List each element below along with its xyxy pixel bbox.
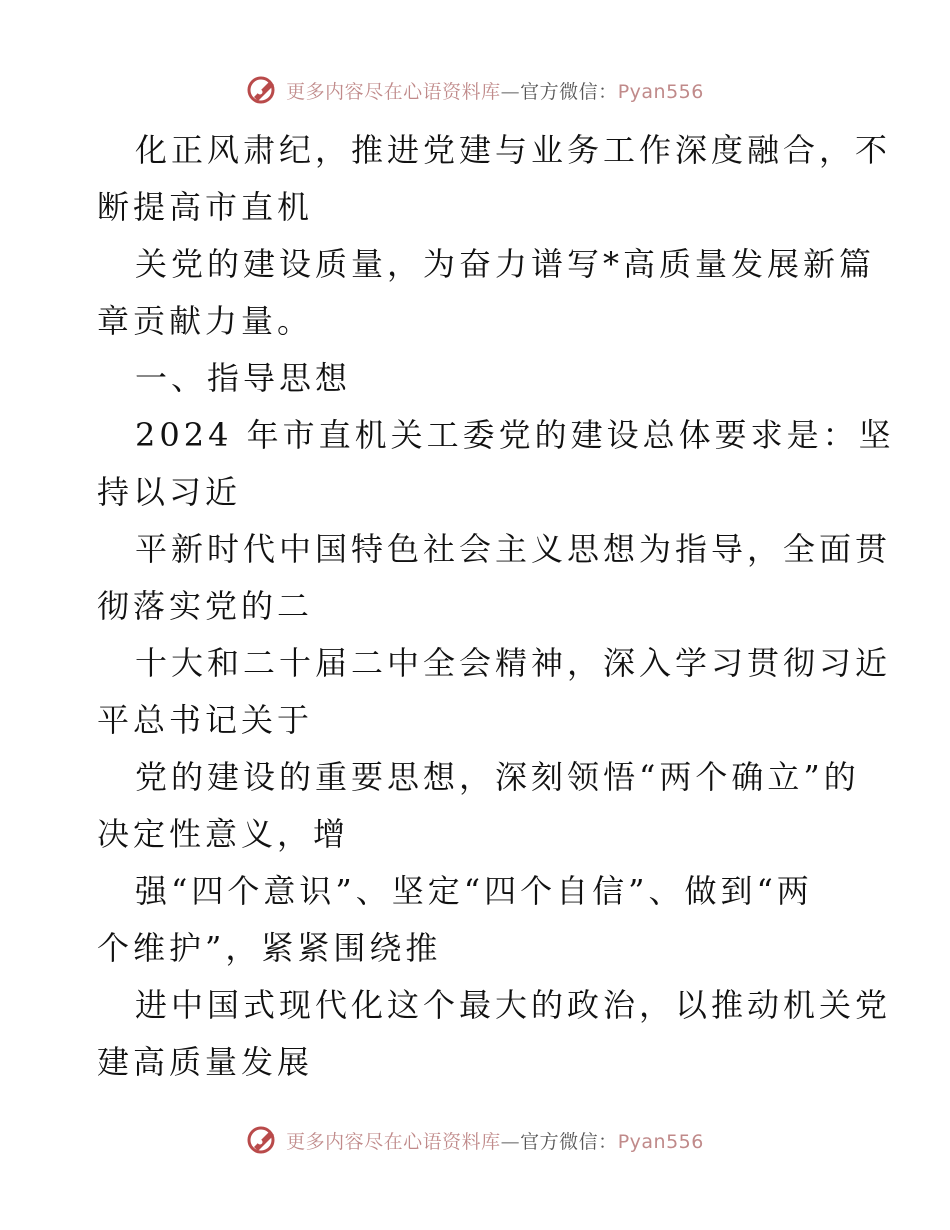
text-line: 关党的建设质量，为奋力谱写*高质量发展新篇 <box>135 245 876 283</box>
text-line: 持以习近 <box>97 473 242 511</box>
pen-nib-icon <box>246 75 280 105</box>
document-body <box>97 122 895 1091</box>
text-line: 个维护”，紧紧围绕推 <box>97 929 442 967</box>
banner-wechat-id: Pyan556 <box>617 1130 704 1153</box>
text-line: 断提高市直机 <box>97 188 314 226</box>
banner-brand: 更多内容尽在心语资料库 <box>286 1130 501 1153</box>
banner-official-label: 官方微信： <box>520 1130 618 1153</box>
text-line: 党的建设的重要思想，深刻领悟“两个确立”的 <box>135 758 860 796</box>
text-line: 化正风肃纪，推进党建与业务工作深度融合，不 <box>135 131 892 169</box>
banner-wechat-id: Pyan556 <box>617 80 704 103</box>
text-line: 章贡献力量。 <box>97 302 314 340</box>
banner-text <box>286 77 704 104</box>
banner-official-label: 官方微信： <box>520 80 618 103</box>
footer-banner <box>0 1122 950 1158</box>
banner-text <box>286 1127 704 1154</box>
text-line: 彻落实党的二 <box>97 587 314 625</box>
banner-brand: 更多内容尽在心语资料库 <box>286 80 501 103</box>
section-heading: 一、指导思想 <box>135 359 352 397</box>
banner-separator: — <box>500 80 521 103</box>
header-banner <box>0 72 950 108</box>
text-line: 平总书记关于 <box>97 701 314 739</box>
text-line: 建高质量发展 <box>97 1043 314 1081</box>
text-line: 2024 年市直机关工委党的建设总体要求是：坚 <box>135 416 895 454</box>
text-line: 强“四个意识”、坚定“四个自信”、做到“两 <box>135 872 813 910</box>
text-line: 十大和二十届二中全会精神，深入学习贯彻习近 <box>135 644 892 682</box>
text-line: 进中国式现代化这个最大的政治，以推动机关党 <box>135 986 892 1024</box>
pen-nib-icon <box>246 1125 280 1155</box>
banner-separator: — <box>500 1130 521 1153</box>
text-line: 决定性意义，增 <box>97 815 350 853</box>
text-line: 平新时代中国特色社会主义思想为指导，全面贯 <box>135 530 892 568</box>
